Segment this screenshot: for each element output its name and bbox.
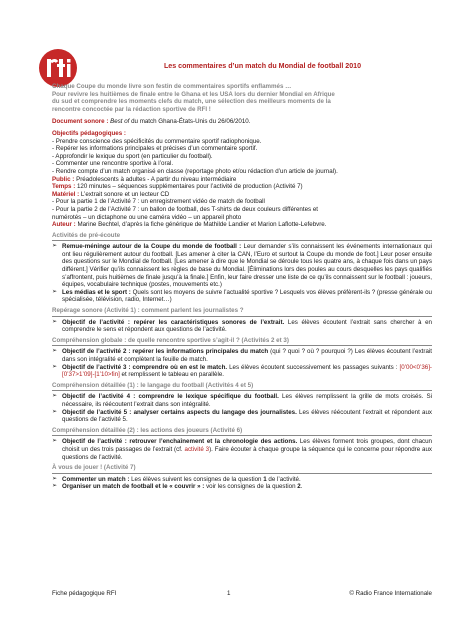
materiel-label: Matériel : — [52, 190, 80, 198]
section-heading-activite-6: Compréhension détaillée (2) : les actions des joueurs (Activité 6) — [52, 427, 432, 437]
arrow-bullet-icon: ➢ — [52, 318, 58, 325]
footer-copyright: © Radio France Internationale — [349, 590, 432, 597]
section-heading-activites-2-3: Compréhension globale : de quelle rencontre sportive s’agit-il ? (Activités 2 et 3) — [52, 337, 432, 347]
list-item: ➢ Objectif de l’activité 4 : comprendre le lexique spécifique du football. Les élèves remplissent la grille de mots croisés. Si nécessaire, ils réécoutent l’extrait dans son intégralité. — [52, 393, 433, 408]
section-heading-activites-4-5: Compréhension détaillée (1) : le langage du football (Activités 4 et 5) — [52, 382, 432, 392]
objectives-heading: Objectifs pédagogiques : — [52, 129, 126, 137]
activity-reference: activité 3 — [184, 445, 210, 453]
temps-label: Temps : — [52, 183, 76, 191]
list-item: ➢ Objectif de l’activité : retrouver l’enchaînement et la chronologie des actions. Les élèves forment trois groupes, dont chacun choisit un des trois passages de l’extrait (cf. activité 3). Faire écouter à chaque groupe la séquence qui le concerne pour répondre aux questions de l’activité. — [52, 438, 433, 461]
arrow-bullet-icon: ➢ — [52, 475, 58, 482]
materiel-item: - Pour la partie 2 de l’Activité 7 : un ballon de football, des T-shirts de deux couleurs différentes et — [52, 205, 318, 213]
arrow-bullet-icon: ➢ — [52, 438, 58, 445]
materiel-item: - Pour la partie 1 de l’Activité 7 : un enregistrement vidéo de match de football — [52, 198, 265, 206]
section-heading-activite-1: Repérage sonore (Activité 1) : comment parlent les journalistes ? — [52, 307, 432, 317]
list-item: ➢ Les médias et le sport : Quels sont les moyens de suivre l’actualité sportive ? Lesquels vos élèves préfèrent-ils ? (presse générale ou spécialisée, télévision, radio, Internet…) — [52, 288, 432, 304]
timecodes: [0’00<0’36]-[0’37>1’09]-[1’10>fin] — [62, 363, 432, 379]
footer-left: Fiche pédagogique RFI — [52, 590, 117, 597]
section-heading-pre-ecoute: Activités de pré-écoute — [52, 232, 432, 242]
materiel-value: L’extrait sonore et un lecteur CD — [79, 190, 170, 198]
arrow-bullet-icon: ➢ — [52, 483, 58, 490]
document-label: Document sonore : — [52, 118, 109, 126]
page-number: 1 — [227, 590, 231, 597]
page-title: Les commentaires d’un match du Mondial de football 2010 — [163, 62, 362, 70]
section-heading-activite-7: À vous de jouer ! (Activité 7) — [52, 464, 432, 474]
list-item: ➢ Objectif de l’activité : repérer les caractéristiques sonores de l’extrait. Les élèves écoutent l’extrait sans chercher à en comprendre le sens et répondent aux questions de l’activité. — [52, 318, 432, 334]
document-line — [52, 118, 432, 126]
list-item: ➢ Commenter un match : Les élèves suivent les consignes de la question 1 de l’activité. — [52, 475, 301, 483]
list-item: ➢ Organiser un match de football et le « couvrir » : voir les consignes de la question 2. — [52, 483, 303, 491]
intro-text — [52, 83, 432, 113]
rfi-logo — [38, 48, 78, 88]
objective-item: - Rendre compte d’un match organisé en classe (reportage photo et/ou rédaction d’un article de journal). — [52, 167, 338, 175]
public-label: Public : — [52, 175, 75, 183]
auteur-label: Auteur : — [52, 221, 76, 229]
list-item: ➢ Remue-méninge autour de la Coupe du monde de football : Leur demander s’ils connaissent les événements internationaux qui ont lieu régulièrement autour du football. [Les amener à citer la CAN, l’Euro et surtout la Coupe du monde de foot.] Leur poser ensuite des questions sur le Mondial de football. [Les amener à dire que le Mondial se déroule tous les quatre ans, à chaque fois dans un pays différent.] Vérifier qu’ils connaissent les règles de base du Mondial. [Éliminations lors des poules au cours desquelles les pays qualifiés s’affrontent, puis huitièmes de finale jusqu’à la finale.] Enfin, leur faire dresser une liste de ce qu’ils connaissent sur le football : joueurs, équipes, vocabulaire technique (postes, mouvements etc.) — [52, 243, 432, 289]
arrow-bullet-icon: ➢ — [52, 363, 58, 370]
intro-line: Pour revivre les huitièmes de finale entre le Ghana et les USA lors du dernier Mondial en Afrique — [52, 90, 335, 98]
intro-line: rencontre concoctée par la rédaction sportive de RFI ! — [52, 105, 211, 113]
document-title: Best of — [110, 118, 130, 126]
temps-value: 120 minutes – séquences supplémentaires pour l’activité de production (Activité 7) — [75, 183, 303, 191]
public-value: Préadolescents à adultes - A partir du niveau intermédiaire — [74, 175, 237, 183]
document-rest: du match Ghana-États-Unis du 26/06/2010. — [129, 118, 251, 126]
objectives-block — [52, 130, 432, 176]
objective-item: - Repérer les informations principales et précises d’un commentaire sportif. — [52, 145, 258, 153]
arrow-bullet-icon: ➢ — [52, 243, 58, 250]
auteur-value: Marine Bechtel, d’après la fiche générique de Mathilde Landier et Marion Laflotte-Lefebvre. — [75, 221, 327, 229]
objective-item: - Commenter une rencontre sportive à l’oral. — [52, 160, 174, 168]
list-item: ➢ Objectif de l’activité 5 : analyser certains aspects du langage des journalistes. Les élèves réécoutent l’extrait et répondent aux questions de l’activité 5. — [52, 408, 432, 424]
arrow-bullet-icon: ➢ — [52, 408, 58, 415]
materiel-item: numérotés – un dictaphone ou une caméra vidéo – un appareil photo — [52, 213, 242, 221]
objective-item: - Approfondir le lexique du sport (en particulier du football). — [52, 152, 213, 160]
main-content — [52, 83, 432, 491]
arrow-bullet-icon: ➢ — [52, 348, 58, 355]
intro-line: Chaque Coupe du monde livre son festin de commentaires sportifs enflammés … — [52, 83, 292, 90]
arrow-bullet-icon: ➢ — [52, 288, 58, 295]
meta-block — [52, 176, 432, 229]
list-item: ➢ Objectif de l’activité 3 : comprendre où en est le match. Les élèves écoutent successivement les passages suivants : [0’00<0’36]-[0’37>1’09]-[1’10>fin] et remplissent le tableau en parallèle. — [52, 363, 432, 379]
objective-item: - Prendre conscience des spécificités du commentaire sportif radiophonique. — [52, 137, 262, 145]
intro-line: du sud et comprendre les moments clefs du match, une sélection des meilleurs moments de la — [52, 98, 331, 106]
arrow-bullet-icon: ➢ — [52, 393, 58, 400]
list-item: ➢ Objectif de l’activité 2 : repérer les informations principales du match (qui ? quoi ? où ? pourquoi ?) Les élèves écoutent l’extrait dans son intégralité et complètent la feuille de match. — [52, 348, 432, 363]
